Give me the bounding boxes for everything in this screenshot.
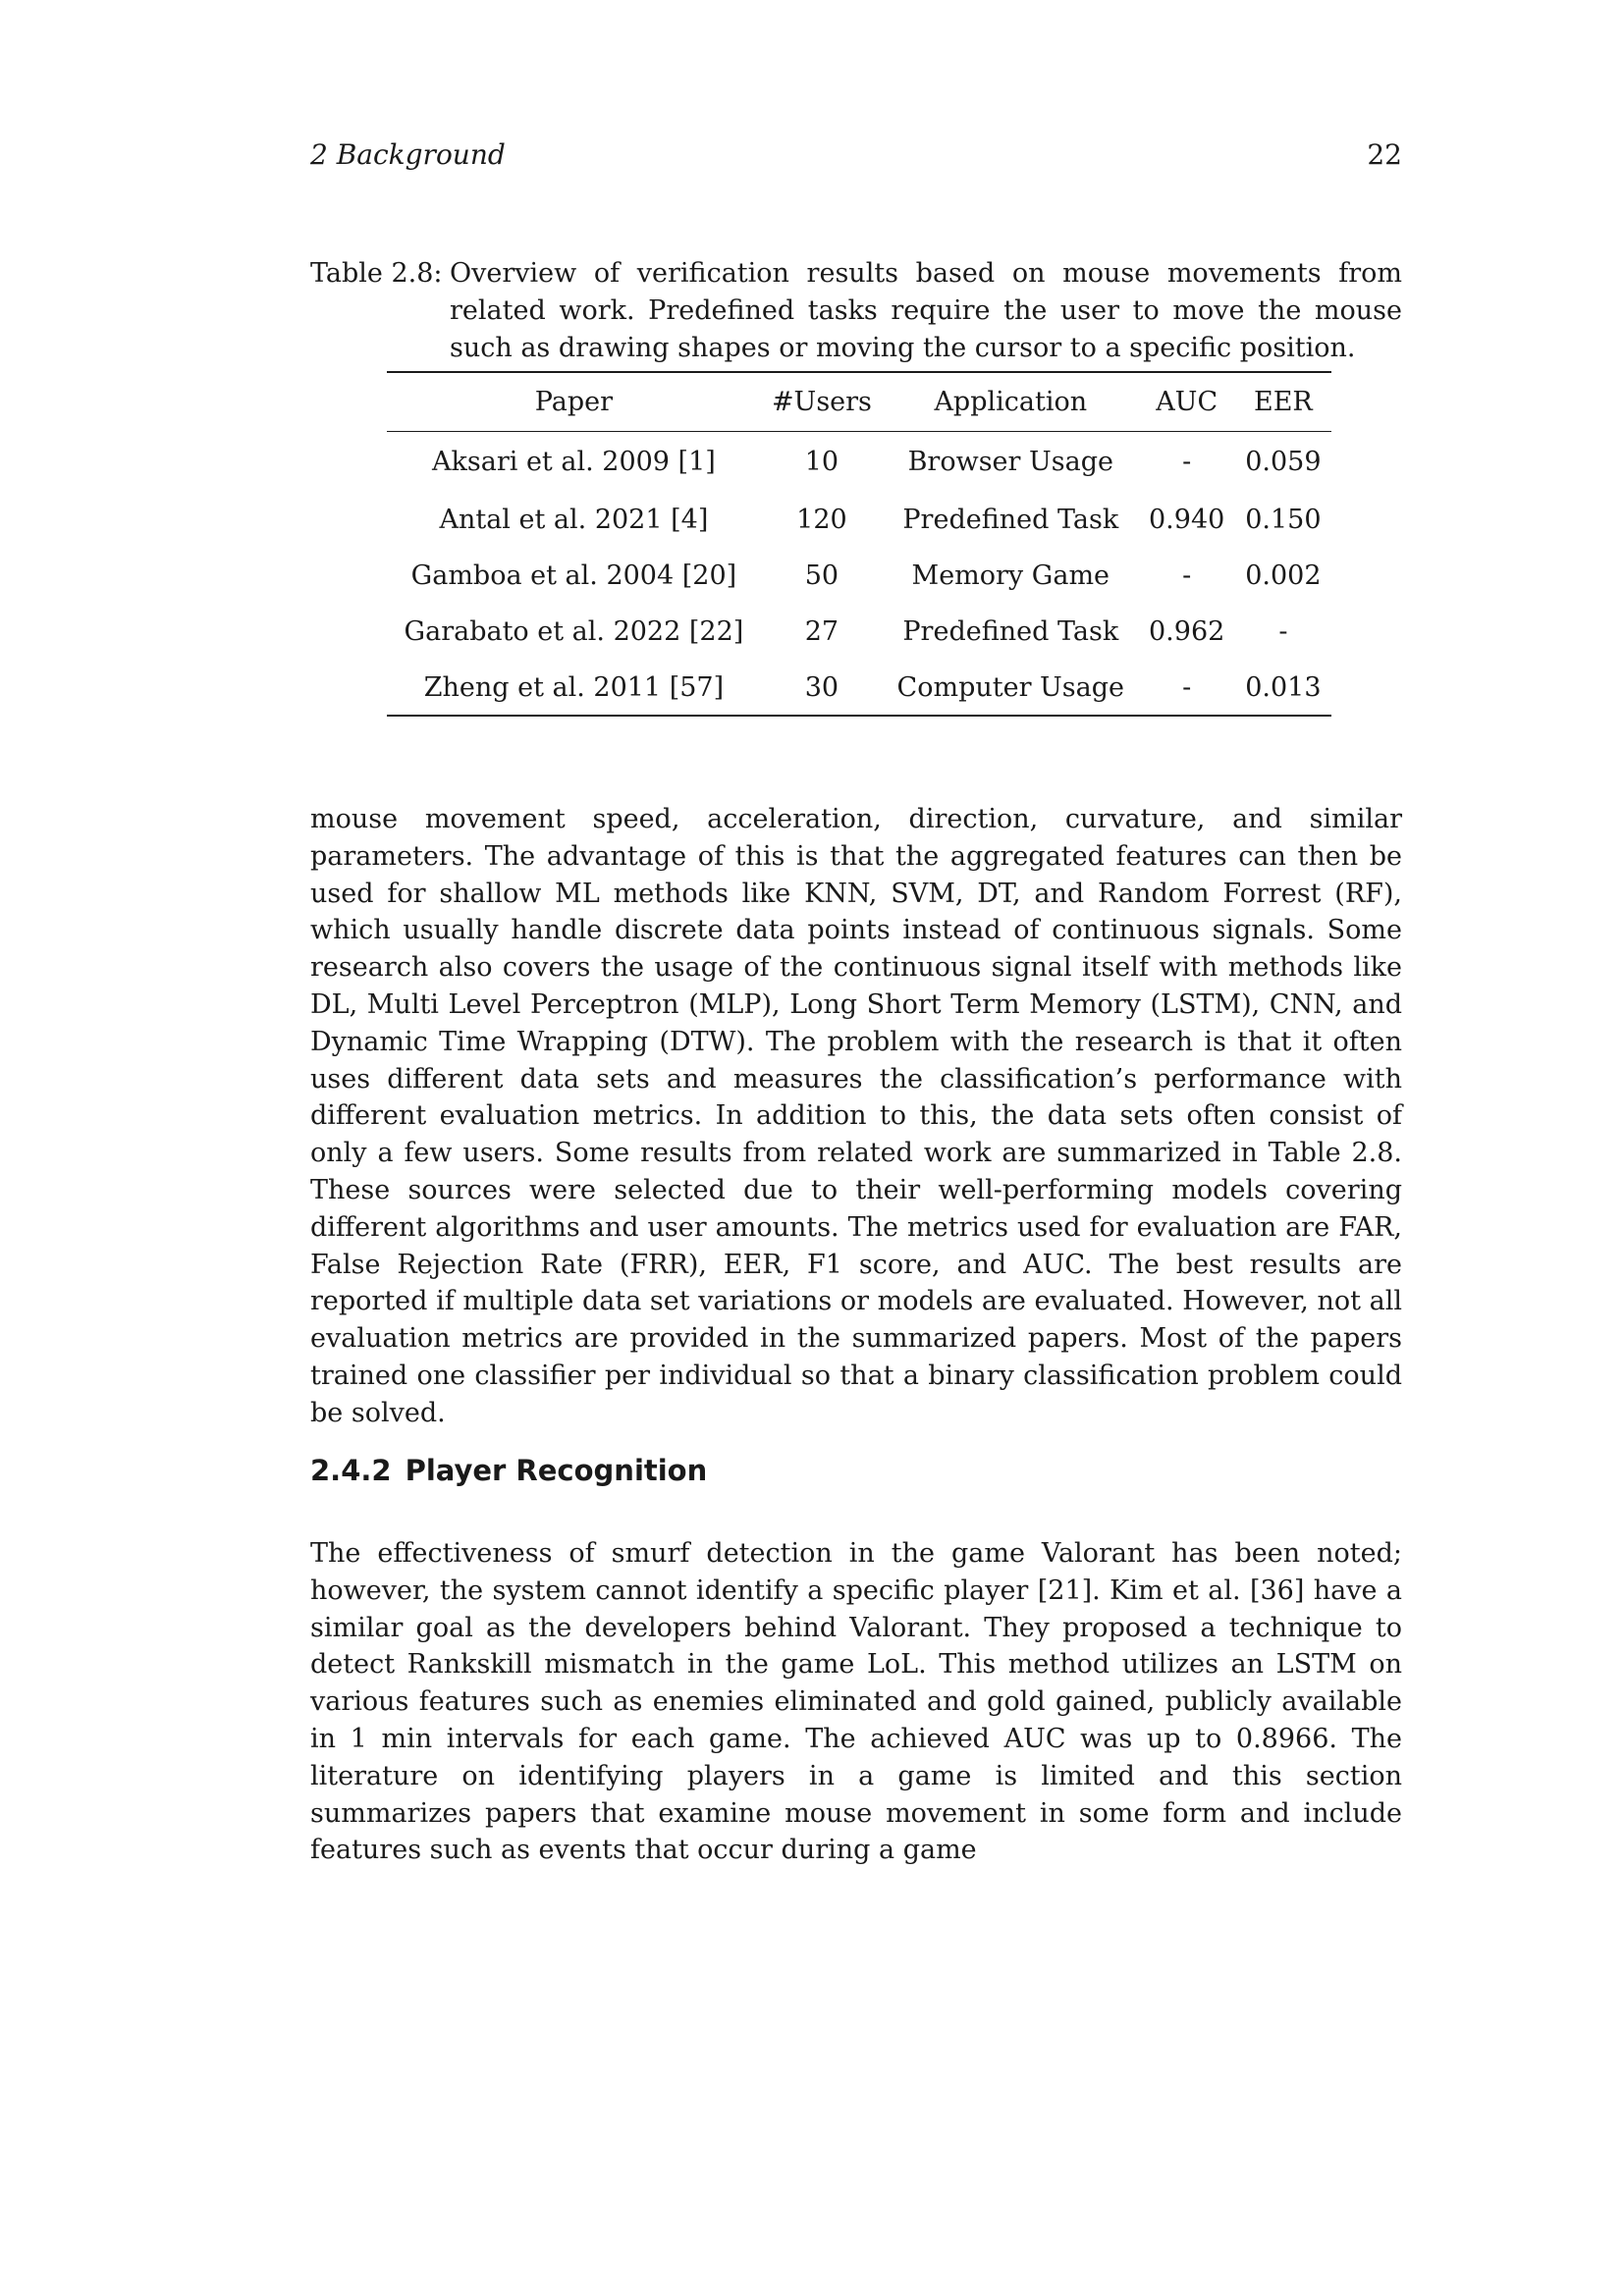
cell-auc: -: [1182, 446, 1192, 477]
section-title: Player Recognition: [405, 1454, 708, 1487]
cell-auc: -: [1182, 561, 1192, 591]
body-paragraph: mouse movement speed, acceleration, direction, curvature, and similar parameters. The advantage of this is that the aggregated features can then be used for shallow ML methods like KNN, SVM, DT, and Random Forrest (RF), which usually handle discrete data points instead of continuous signals. Some research also covers the usage of the continuous signal itself with methods like DL, Multi Level Perceptron (MLP), Long Short Term Memory (LSTM), CNN, and Dynamic Time Wrapping (DTW). The problem with the research is that it often uses different data sets and measures the classification’s performance with different evaluation metrics. In addition to this, the data sets often consist of only a few users. Some results from related work are summarized in Table 2.8. These sources were selected due to their well-performing models covering different algorithms and user amounts. The metrics used for evaluation are FAR, False Rejection Rate (FRR), EER, F1 score, and AUC. The best results are reported if multiple data set variations or models are evaluated. However, not all evaluation metrics are provided in the summarized papers. Most of the papers trained one classifier per individual so that a binary classification problem could be solved.: [310, 804, 1402, 1428]
cell-users: 27: [804, 616, 839, 647]
section-heading: [310, 1451, 707, 1490]
cell-paper: Garabato et al. 2022 [22]: [404, 616, 744, 647]
cell-auc: 0.940: [1149, 505, 1225, 535]
cell-auc: 0.962: [1149, 616, 1225, 647]
cell-paper: Antal et al. 2021 [4]: [439, 505, 709, 535]
cell-eer: 0.150: [1245, 505, 1322, 535]
cell-eer: 0.059: [1245, 446, 1322, 477]
cell-paper: Gamboa et al. 2004 [20]: [410, 561, 737, 591]
column-header-application: Application: [934, 386, 1088, 417]
table-header-row: [387, 372, 1331, 431]
body-paragraph: The effectiveness of smurf detection in the game Valorant has been noted; however, the system cannot identify a specific player [21]. Kim et al. [36] have a similar goal as the developers behind Valorant. They proposed a technique to detect Rankskill mismatch in the game LoL. This method utilizes an LSTM on various features such as enemies eliminated and gold gained, publicly available in 1 min intervals for each game. The achieved AUC was up to 0.8966. The literature on identifying players in a game is limited and this section summarizes papers that examine mouse movement in some form and include features such as events that occur during a game: [310, 1538, 1402, 1866]
table-row: [387, 492, 1331, 548]
cell-paper: Aksari et al. 2009 [1]: [432, 446, 716, 477]
cell-application: Computer Usage: [896, 671, 1125, 703]
document-page: [310, 0, 1402, 2296]
column-header-paper: Paper: [534, 386, 614, 417]
cell-users: 10: [804, 446, 839, 477]
running-header: [310, 135, 1402, 175]
cell-users: 30: [804, 671, 839, 703]
cell-application: Memory Game: [911, 561, 1110, 591]
cell-application: Predefined Task: [902, 505, 1119, 535]
cell-auc: -: [1182, 671, 1192, 703]
chapter-title: 2 Background: [310, 138, 506, 171]
table-caption-text: Overview of verification results based on mouse movements from related work. Predefined tasks require the user to move the mouse such as drawing shapes or moving the cursor to a specific position.: [450, 258, 1402, 363]
page-number: 22: [1367, 138, 1402, 171]
cell-eer: -: [1278, 616, 1288, 647]
table-caption-label: Table 2.8:: [310, 258, 443, 289]
cell-paper: Zheng et al. 2011 [57]: [423, 671, 725, 703]
verification-results-table: [387, 371, 1331, 717]
table-row: [387, 548, 1331, 604]
column-header-auc: AUC: [1156, 386, 1218, 417]
cell-eer: 0.013: [1245, 671, 1322, 703]
cell-users: 50: [804, 561, 839, 591]
cell-users: 120: [796, 505, 847, 535]
column-header-users: #Users: [771, 386, 872, 417]
cell-application: Browser Usage: [907, 446, 1113, 477]
cell-eer: 0.002: [1245, 561, 1322, 591]
column-header-eer: EER: [1254, 386, 1313, 417]
table-row: [387, 431, 1331, 492]
table-row: [387, 660, 1331, 716]
table-row: [387, 604, 1331, 660]
section-number: 2.4.2: [310, 1454, 392, 1487]
cell-application: Predefined Task: [902, 616, 1119, 647]
table-caption: [310, 255, 1402, 367]
